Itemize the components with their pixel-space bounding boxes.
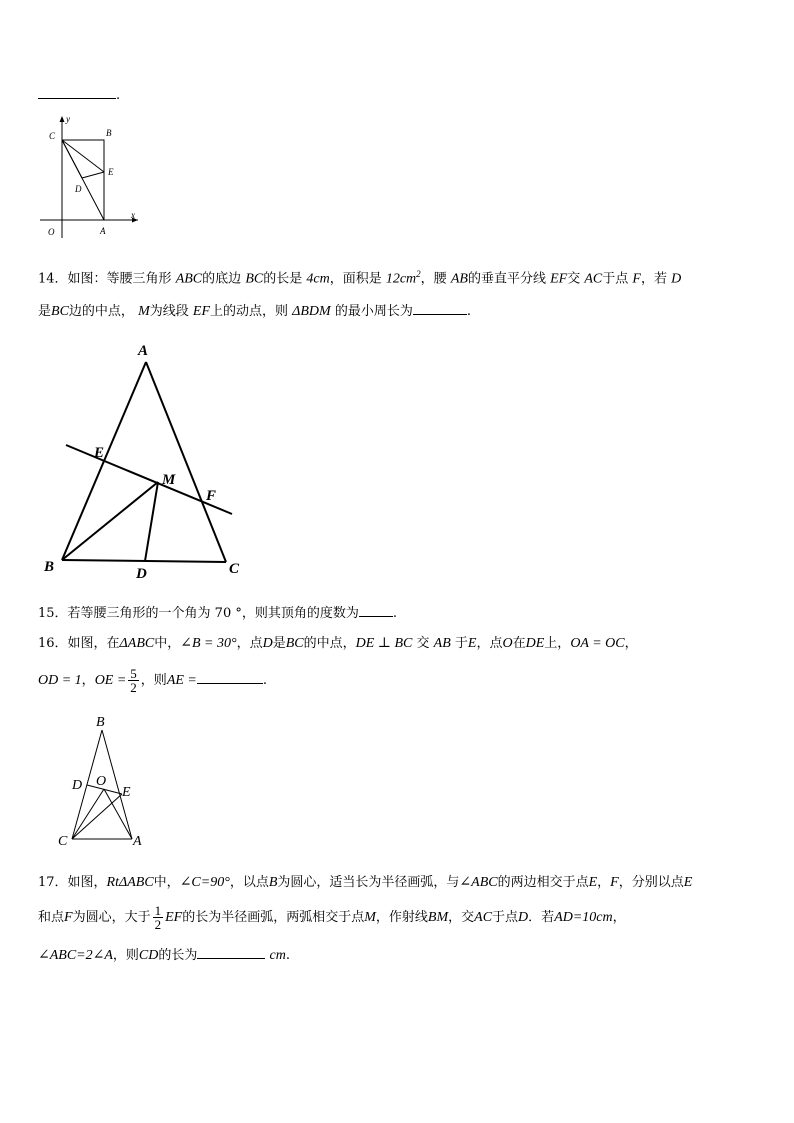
answer-blank (197, 944, 265, 959)
fig14-label-b: B (44, 559, 55, 575)
answer-blank (38, 84, 116, 99)
question-17-line-1: 17．如图，RtΔABC中，∠C=90°，以点B为圆心，适当长为半径画弧，与∠ABC的两边相交于点E，F，分别以点E (38, 875, 693, 890)
fig13-label-d: D (75, 184, 82, 194)
fraction-one-half: $\frac{1}{2}$ (154, 903, 162, 932)
figure-16 (56, 712, 146, 847)
question-14-line-1: 14．如图：等腰三角形 ABC的底边 BC的长是 4cm，面积是 $12cm^2$，腰 AB的垂直平分线 EF交 AC于点 F，若 D (38, 269, 682, 287)
question-15: 15．若等腰三角形的一个角为 70 °，则其顶角的度数为 . (38, 602, 397, 624)
fig16-label-a: A (133, 834, 142, 849)
question-17-line-2: 和点F为圆心，大于 $\frac{1}{2}$ EF的长为半径画弧，两弧相交于点M，作射线BM，交AC于点D．若AD=10cm， (38, 903, 626, 932)
fig13-label-x: x (131, 210, 135, 220)
fig16-label-d: D (72, 778, 83, 793)
question-16-line-2: OD = 1，OE = $\frac{5}{2}$ ，则AE = . (38, 666, 268, 695)
fig13-label-o: O (48, 227, 55, 237)
fig16-label-c: C (58, 834, 68, 849)
fig16-label-b: B (96, 715, 105, 730)
fig14-label-m: M (162, 472, 176, 488)
answer-blank (197, 669, 263, 684)
question-14-line-2: 是BC边的中点， M为线段 EF上的动点，则 ΔBDM 的最小周长为 . (38, 300, 471, 322)
answer-blank (359, 602, 393, 617)
fig14-label-d: D (136, 566, 147, 582)
fig16-label-e: E (122, 785, 131, 800)
figure-14 (40, 340, 250, 585)
fig13-label-y: y (66, 114, 70, 124)
question-16-line-1: 16．如图，在ΔABC中，∠B = 30°，点D是BC的中点，DE ⊥ BC 交 AB 于E，点O在DE上，OA = OC， (38, 636, 638, 651)
fraction-five-halves: $\frac{5}{2}$ (130, 666, 137, 695)
fig13-label-a: A (100, 226, 106, 236)
fig13-label-b: B (106, 128, 112, 138)
fig13-label-c: C (49, 131, 56, 141)
fig14-label-e: E (94, 445, 105, 461)
top-answer-line: . (38, 84, 120, 106)
question-17-line-3: ∠ABC=2∠A，则CD的长为 cm. (38, 944, 290, 966)
fig14-label-f: F (206, 488, 217, 504)
figure-13 (38, 112, 148, 242)
fig14-label-a: A (138, 343, 149, 359)
answer-blank (413, 300, 467, 315)
fig16-label-o: O (96, 774, 107, 789)
fig13-label-e: E (108, 167, 114, 177)
fig14-label-c: C (229, 561, 240, 577)
